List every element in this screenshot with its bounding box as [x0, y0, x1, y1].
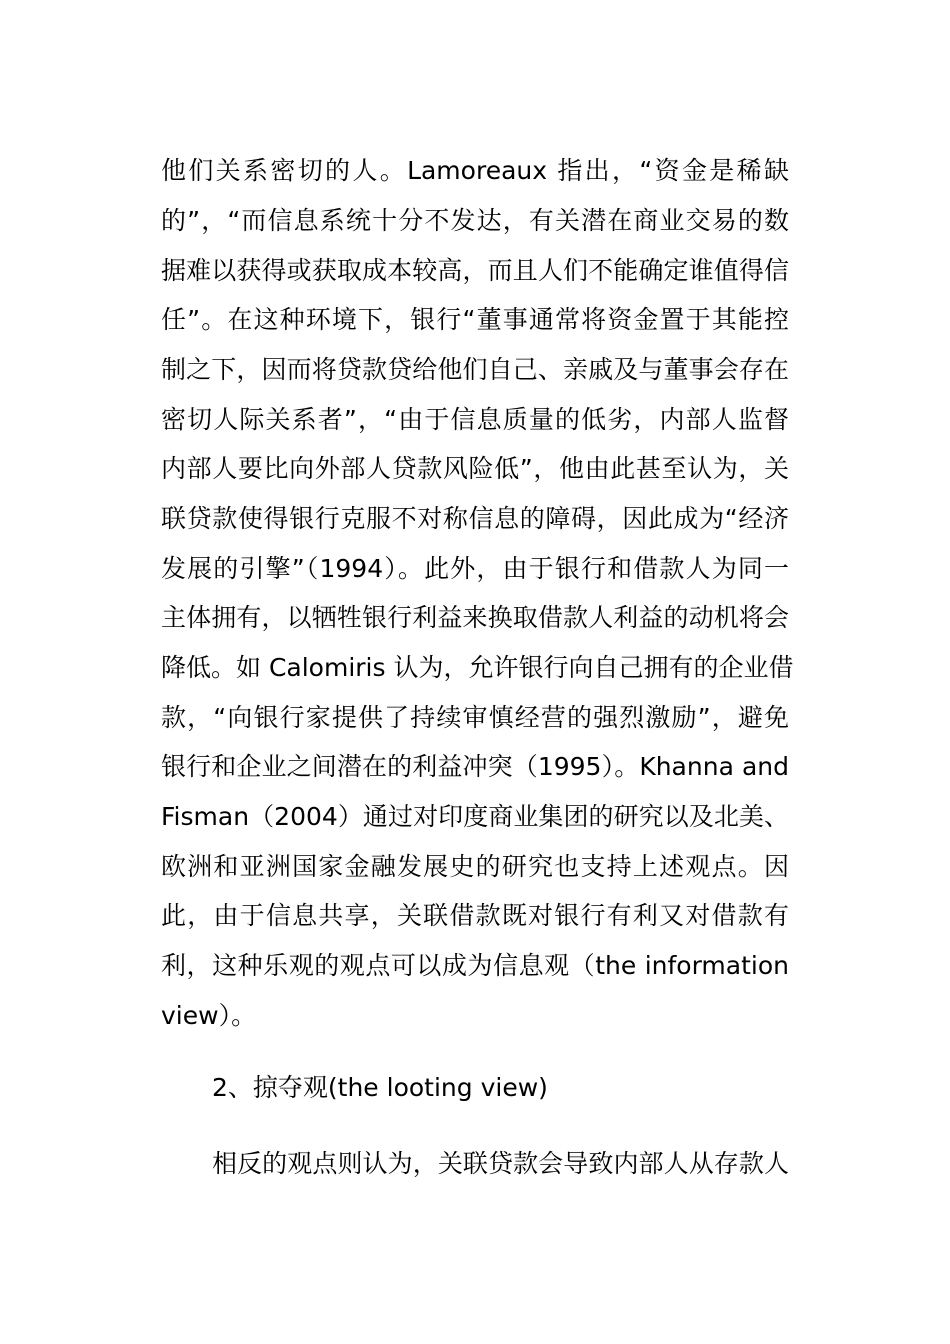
paragraph-line: 降低。如 Calomiris 认为，允许银行向自己拥有的企业借 [161, 653, 794, 682]
paragraph-line: 发展的引擎”（1994）。此外，由于银行和借款人为同一 [161, 554, 789, 583]
paragraph-line: 欧洲和亚洲国家金融发展史的研究也支持上述观点。因 [161, 852, 789, 881]
paragraph-line: 他们关系密切的人。Lamoreaux 指出，“资金是稀缺 [161, 156, 789, 185]
paragraph-line: 利，这种乐观的观点可以成为信息观（the information [161, 951, 789, 980]
paragraph-line: 内部人要比向外部人贷款风险低”，他由此甚至认为，关 [161, 454, 789, 483]
paragraph-line: 制之下，因而将贷款贷给他们自己、亲戚及与董事会存在 [161, 355, 789, 384]
paragraph-line: 主体拥有，以牺牲银行利益来换取借款人利益的动机将会 [161, 603, 789, 632]
paragraph-line: Fisman（2004）通过对印度商业集团的研究以及北美、 [161, 802, 789, 831]
paragraph-line: 据难以获得或获取成本较高，而且人们不能确定谁值得信 [161, 256, 789, 285]
paragraph-line: 银行和企业之间潜在的利益冲突（1995）。Khanna and [161, 752, 789, 781]
paragraph-line: 款，“向银行家提供了持续审慎经营的强烈激励”，避免 [161, 703, 789, 732]
paragraph-line: 的”，“而信息系统十分不发达，有关潜在商业交易的数 [161, 206, 789, 235]
paragraph-line: 密切人际关系者”，“由于信息质量的低劣，内部人监督 [161, 405, 789, 434]
paragraph-line: 此，由于信息共享，关联借款既对银行有利又对借款有 [161, 901, 789, 930]
section-heading: 2、掠夺观(the looting view) [212, 1073, 548, 1102]
paragraph-line: 任”。在这种环境下，银行“董事通常将资金置于其能控 [161, 305, 789, 334]
paragraph-line: 联贷款使得银行克服不对称信息的障碍，因此成为“经济 [161, 504, 789, 533]
paragraph-line: view）。 [161, 1001, 257, 1030]
paragraph-line: 相反的观点则认为，关联贷款会导致内部人从存款人 [212, 1149, 789, 1178]
